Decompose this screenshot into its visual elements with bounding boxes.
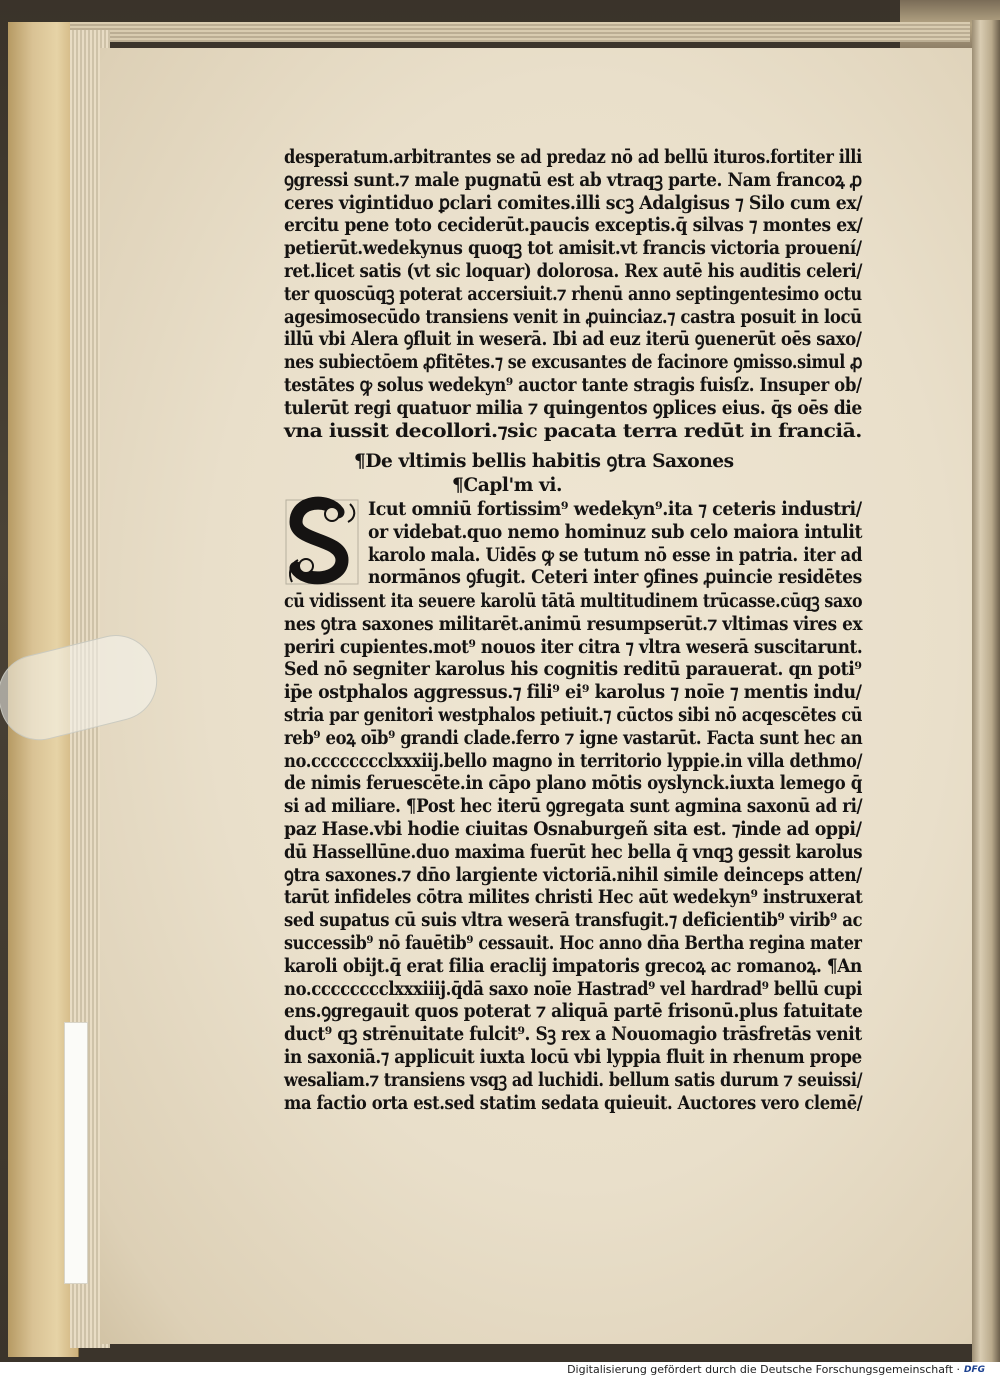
dfg-logo: DFG — [964, 1365, 986, 1375]
funding-credit: Digitalisierung gefördert durch die Deutsche Forschungsgemeinschaft · — [567, 1363, 960, 1376]
text-line: de nimis feruescēte.in cāpo plano mōtis oyslynck.iuxta lemego q̄ — [284, 773, 862, 795]
text-block — [284, 146, 864, 1156]
text-line: in saxoniā.⁊ applicuit iuxta locū vbi lyppia fluit in rhenum prope — [284, 1047, 862, 1068]
paper-strip — [64, 1022, 88, 1284]
text-line: dū Hassellūne.duo maxima fuerūt hec bella q̄ vnqꝫ gessit karolus — [284, 841, 863, 863]
text-line: stria par genitori westphalos petiuit.⁊ cūctos sibi nō acqescētes cū — [284, 705, 863, 726]
text-line: no.cccccccclxxxiij.bello magno in territorio lyppie.in villa dethmo/ — [284, 750, 863, 772]
text-line: petierūt.wedekynus quoqꝫ tot amisit.vt francis victoria prouení/ — [284, 238, 862, 260]
chapter-heading: ¶De vltimis bellis habitis ꝯtra Saxones — [354, 451, 734, 472]
text-line: or videbat.quo nemo hominuz sub celo maiora intulit — [368, 521, 863, 543]
text-line: agesimosecūdo transiens venit in ꝓuinciaz.⁊ castra posuit in locū — [284, 306, 862, 328]
text-line: testātes ꝙ solus wedekyn⁹ auctor tante stragis fuisſz. Insuper ob/ — [284, 375, 862, 396]
text-line: ter quoscūqꝫ poterat accersiuit.⁊ rhenū anno septingentesimo octu — [284, 283, 862, 305]
text-line: ercitu pene toto ceciderūt.paucis exceptis.q̄ silvas ⁊ montes ex/ — [284, 215, 863, 237]
text-line: duct⁹ qꝫ strēnuitate fulcit⁹. Sꝫ rex a Nouomagio trāsfretās venit — [284, 1024, 862, 1046]
text-line: ret.licet satis (vt sic loquar) dolorosa. Rex autē his auditis celeri/ — [284, 261, 862, 282]
text-line: periri cupientes.mot⁹ nouos iter citra ⁊ vltra weserā suscitarunt. — [284, 636, 863, 658]
text-line: cū vidissent ita seuere karolū tātā multitudinem trūcasse.cūqꝫ saxo — [284, 591, 863, 612]
footer-bar — [0, 1362, 1000, 1380]
text-line: ceres vigintiduo ꝑclari comites.illi scꝫ Adalgisus ⁊ Silo cum ex/ — [284, 192, 863, 214]
text-line: paz Hase.vbi hodie ciuitas Osnaburgeñ sita est. ⁊inde ad oppi/ — [284, 819, 862, 840]
text-line: ens.ꝯgregauit quos poterat ⁊ aliquā partē frisonū.plus fatuitate — [284, 1001, 863, 1023]
text-line: si ad miliare. ¶Post hec iterū ꝯgregata sunt agmina saxonū ad ri/ — [284, 796, 863, 818]
text-line: nes subiectōem ꝓfitētes.⁊ se excusantes de facinore ꝯmisso.simul ꝓ — [284, 352, 863, 374]
text-line: tulerūt regi quatuor milia ⁊ quingentos ꝯplices eius. q̄s oēs die — [284, 397, 862, 419]
text-line: karoli obijt.q̄ erat filia eraclij impatoris grecoꝝ ac romanoꝝ. ¶An — [284, 955, 862, 977]
text-line: vna iussit decollori.⁊sic pacata terra redūt in franciā. — [284, 420, 862, 442]
text-line: no.cccccccclxxxiiij.q̄dā saxo noīe Hastrad⁹ vel hardrad⁹ bellū cupi — [284, 978, 862, 1000]
text-line: ꝯgressi sunt.⁊ male pugnatū est ab vtraqꝫ parte. Nam francoꝝ ꝓ — [284, 169, 862, 191]
text-line: sed supatus cū suis vltra weserā transfugit.⁊ deficientib⁹ virib⁹ ac — [284, 910, 863, 932]
text-line: illū vbi Alera ꝯfluit in weserā. Ibi ad euz iterū ꝯuenerūt oēs saxo/ — [284, 329, 862, 351]
text-line: successib⁹ nō fauētib⁹ cessauit. Hoc anno dn̄a Bertha regina mater — [284, 933, 862, 954]
text-line: ip̄e ostphalos aggressus.⁊ fili⁹ ei⁹ karolus ⁊ noīe ⁊ mentis indu/ — [284, 682, 862, 704]
text-line: karolo mala. Uidēs ꝙ se tutum nō esse in patria. iter ad — [368, 544, 863, 566]
text-line: nes ꝯtra saxones militarēt.animū resumpserūt.⁊ vltimas vires ex — [284, 613, 863, 635]
text-line: ꝯtra saxones.⁊ dn̄o largiente victoriā.nihil simile deinceps atten/ — [284, 864, 862, 886]
text-line: ma factio orta est.sed statim sedata quieuit. Auctores vero clemē/ — [284, 1092, 863, 1114]
text-line: tarūt infideles cōtra milites christi Hec aūt wedekyn⁹ instruxerat — [284, 887, 863, 909]
text-line: Sed nō segniter karolus his cognitis reditū parauerat. qn poti⁹ — [284, 659, 862, 681]
text-line: normānos ꝯfugit. Ceteri inter ꝯfines ꝓuincie residētes — [368, 567, 862, 589]
decorated-initial-s — [284, 494, 360, 588]
gutter — [972, 20, 1000, 1362]
chapter-number: ¶Capl'm vi. — [452, 475, 562, 496]
text-line: Icut omniū fortissim⁹ wedekyn⁹.ita ⁊ ceteris industri/ — [368, 499, 862, 520]
page-stack-top-edge — [70, 22, 970, 42]
text-line: desperatum.arbitrantes se ad predaz nō ad bellū ituros.fortiter illi — [284, 147, 862, 168]
text-line: reb⁹ eoꝝ oīb⁹ grandi clade.ferro ⁊ igne vastarūt. Facta sunt hec an — [284, 727, 863, 749]
initial-letter: S — [318, 544, 326, 555]
text-line: wesaliam.⁊ transiens vsqꝫ ad luchidi. bellum satis durum ⁊ seuissi/ — [284, 1069, 863, 1091]
